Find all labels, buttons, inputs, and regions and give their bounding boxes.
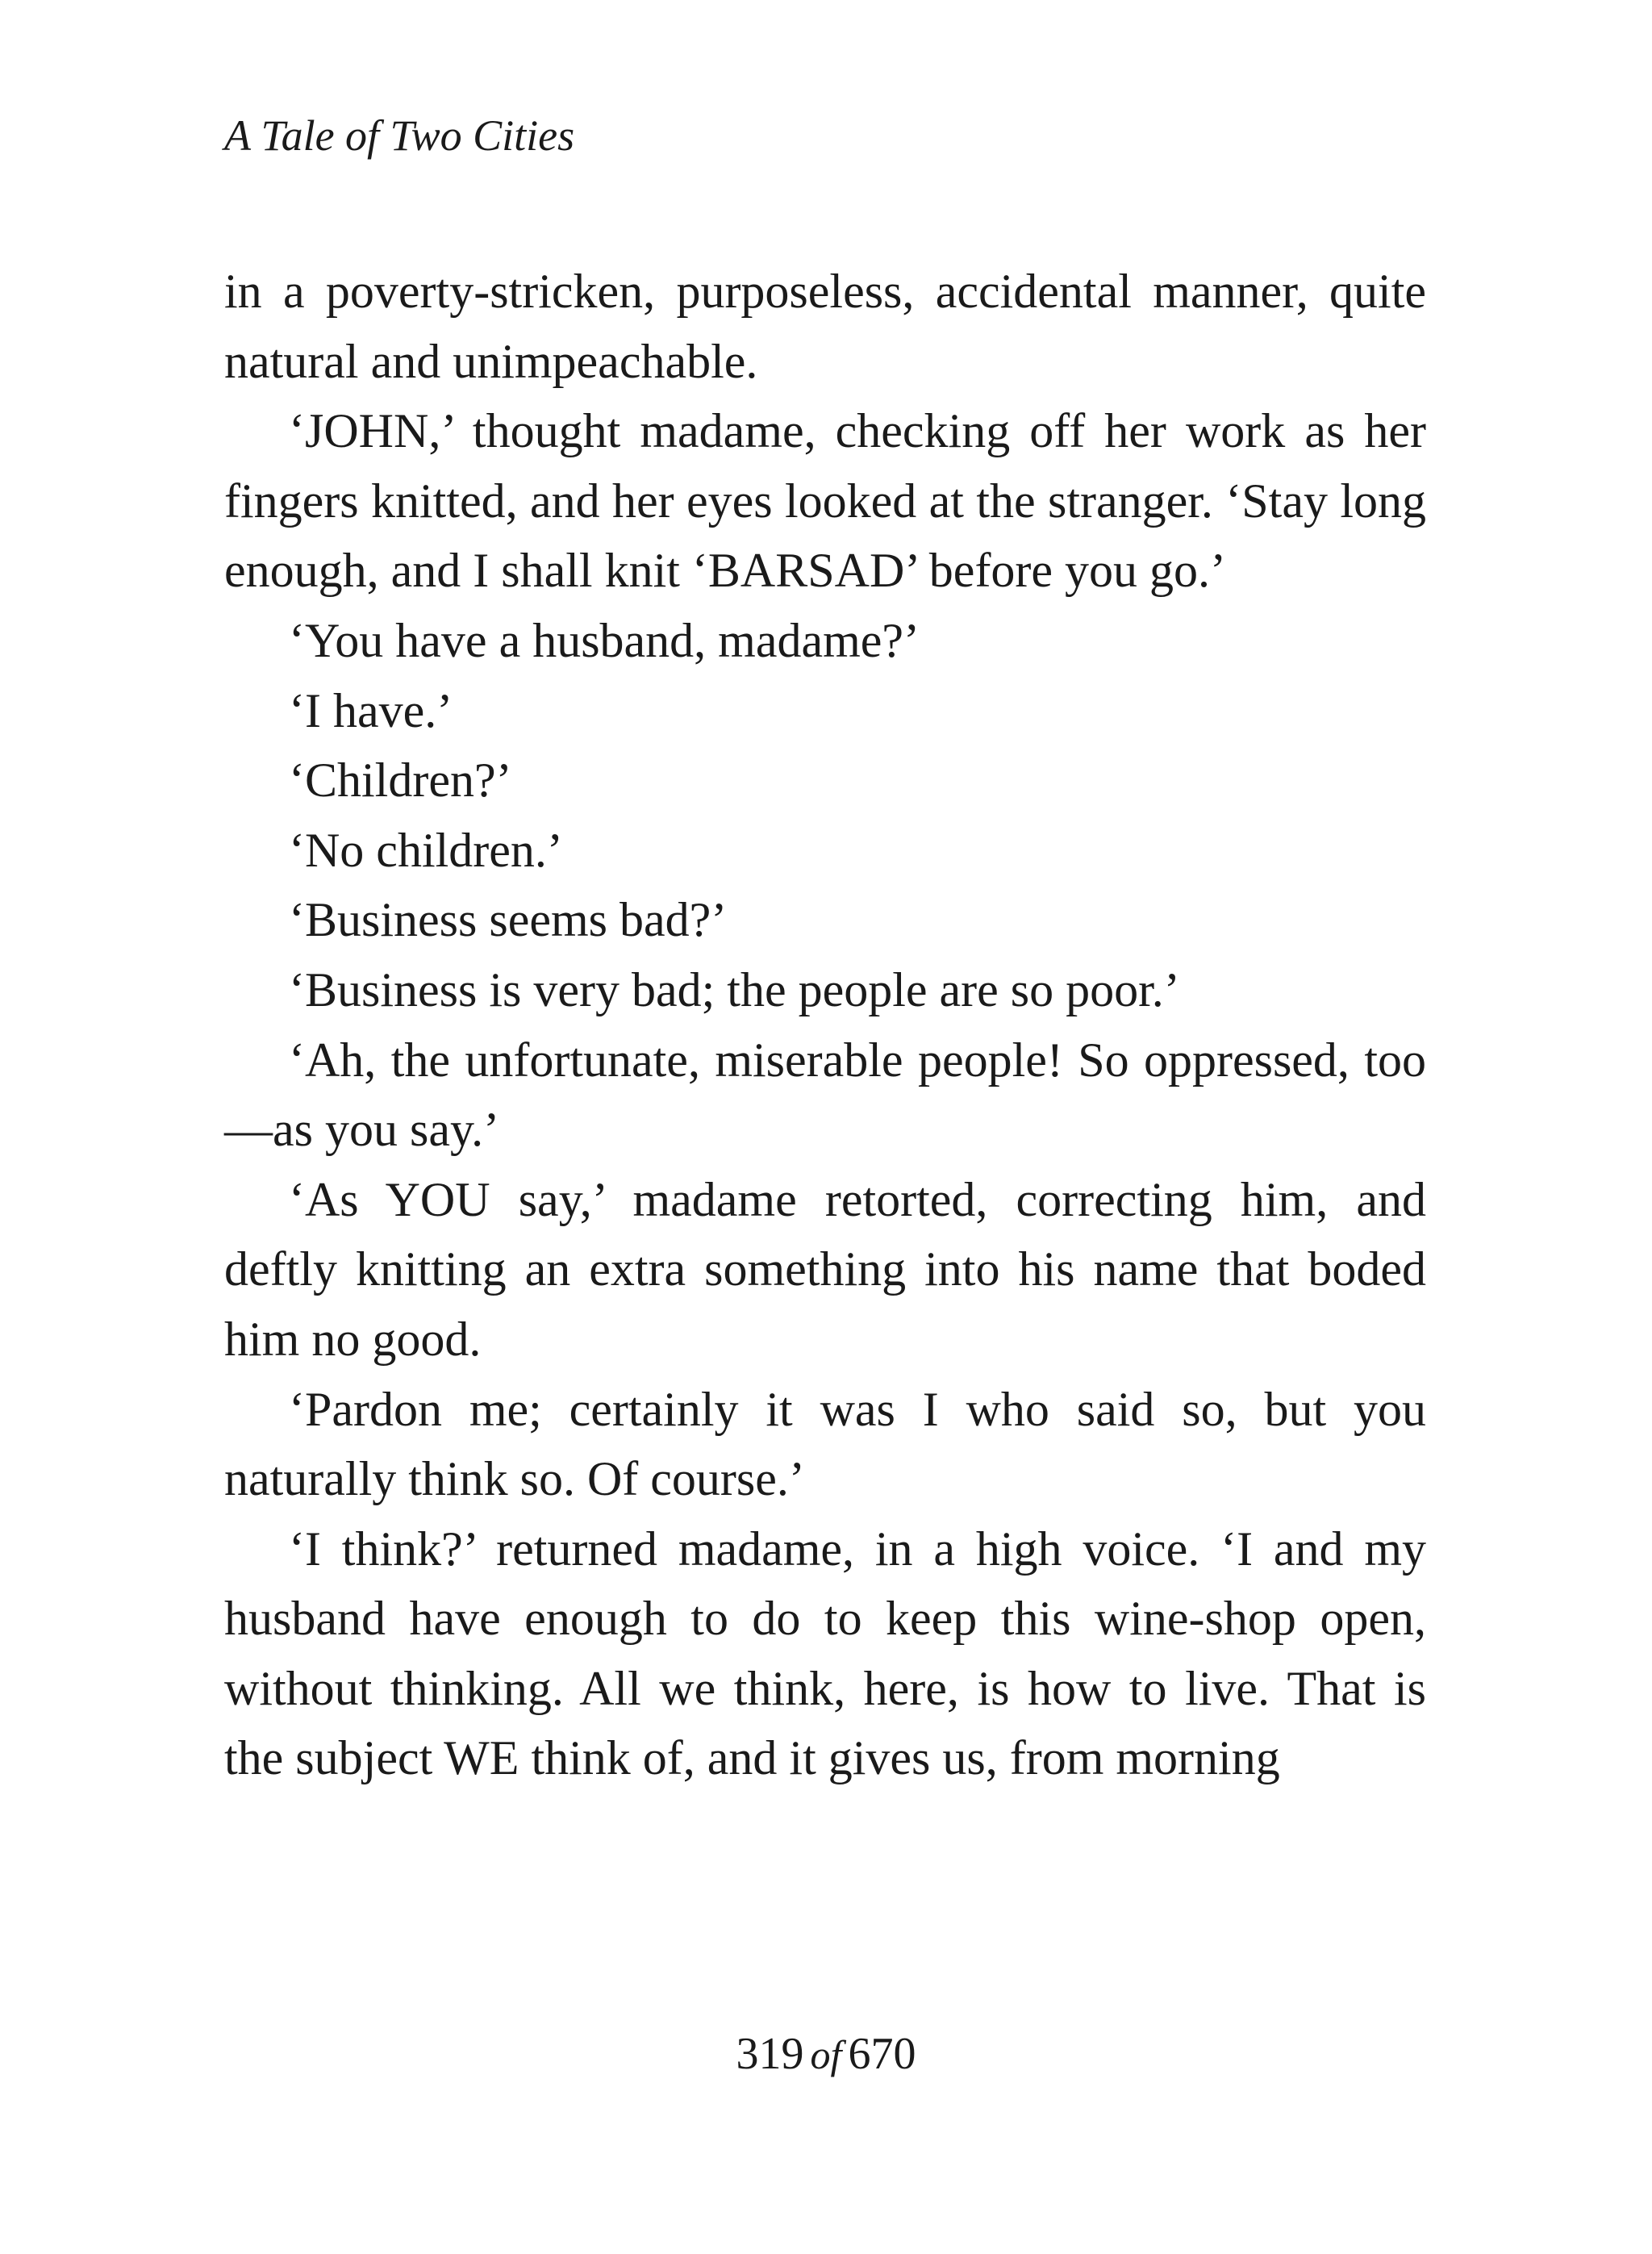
paragraph: ‘Ah, the unfortunate, miserable people! So oppressed, too—as you say.’ <box>224 1033 1426 1157</box>
paragraph: ‘I have.’ <box>289 683 453 737</box>
page-of-label: of <box>810 2032 842 2077</box>
paragraph: in a poverty-stricken, purposeless, accidental manner, quite natural and unimpeachable. <box>224 265 1426 388</box>
page-number <box>0 2022 1652 2087</box>
current-page-number: 319 <box>736 2029 804 2079</box>
paragraph: ‘You have a husband, madame?’ <box>289 613 920 667</box>
paragraph: ‘JOHN,’ thought madame, checking off her work as her fingers knitted, and her eyes looked at the stranger. ‘Stay long enough, and I shall knit ‘BARSAD’ before you go.’ <box>224 404 1426 598</box>
running-title: A Tale of Two Cities <box>224 111 575 160</box>
paragraph: ‘Business is very bad; the people are so poor.’ <box>289 962 1180 1016</box>
paragraph: ‘I think?’ returned madame, in a high voice. ‘I and my husband have enough to do to keep this wine-shop open, without thinking. All we think, here, is how to live. That is the subject WE think of, and it gives us, from morning <box>224 1521 1426 1785</box>
paragraph: ‘Pardon me; certainly it was I who said so, but you naturally think so. Of course.’ <box>224 1382 1426 1506</box>
paragraph: ‘As YOU say,’ madame retorted, correcting him, and deftly knitting an extra something into his name that boded him no good. <box>224 1172 1426 1366</box>
paragraph: ‘Business seems bad?’ <box>289 893 728 947</box>
paragraph: ‘No children.’ <box>289 823 563 877</box>
paragraph: ‘Children?’ <box>289 753 512 808</box>
page-body <box>224 257 1426 1793</box>
total-page-count: 670 <box>848 2029 916 2079</box>
